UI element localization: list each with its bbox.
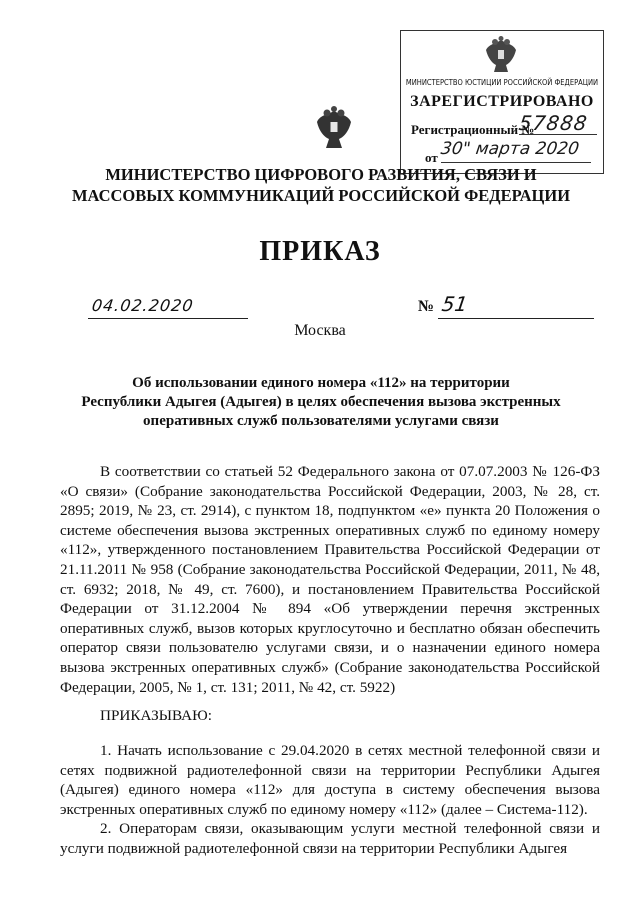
- order-items: [60, 741, 600, 859]
- coat-of-arms-icon: [314, 106, 354, 152]
- order-subject: [80, 374, 562, 431]
- preamble: [60, 462, 600, 697]
- city: Москва: [294, 322, 346, 339]
- stamp-ministry: МИНИСТЕРСТВО ЮСТИЦИИ РОССИЙСКОЙ ФЕДЕРАЦИИ: [405, 78, 599, 87]
- stamp-date: 30" марта 2020: [439, 139, 581, 159]
- order-date: 04.02.2020: [90, 296, 195, 315]
- registration-stamp: [400, 30, 604, 174]
- ministry-title-line1: МИНИСТЕРСТВО ЦИФРОВОГО РАЗВИТИЯ, СВЯЗИ И: [105, 165, 537, 184]
- order-item-2: 2. Операторам связи, оказывающим услуги местной телефонной связи и услуги подвижной радиотелефонной связи на территории Республики Адыгея: [60, 820, 600, 857]
- subject-line1: Об использовании единого номера «112» на территории: [132, 375, 510, 391]
- preamble-paragraph: В соответствии со статьей 52 Федерального закона от 07.07.2003 № 126-ФЗ «О связи» (Собрание законодательства Российской Федерации, 2003, № 28, ст. 2895; 2019, № 23, ст. 2914), с пунктом 18, подпунктом «е» пункта 20 Положения о системе обеспечения вызова экстренных оперативных служб по единому номеру «112», утвержденного постановлением Правительства Российской Федерации от 21.11.2011 № 958 (Собрание законодательства Российской Федерации, 2011, № 48, ст. 6932; 2018, № 49, ст. 7600), и постановлением Правительства Российской Федерации от 31.12.2004 № 894 «Об утверждении перечня экстренных оперативных служб, вызов которых круглосуточно и бесплатно обязан обеспечить оператор связи пользователю услугами связи, и о назначении единого номера вызова экстренных оперативных служб» (Собрание законодательства Российской Федерации, 2005, № 1, ст. 131; 2011, № 42, ст. 5922): [60, 463, 600, 696]
- order-number-label: №: [418, 298, 435, 315]
- ministry-title-line2: МАССОВЫХ КОММУНИКАЦИЙ РОССИЙСКОЙ ФЕДЕРАЦИИ: [71, 186, 571, 205]
- subject-line2: Республики Адыгея (Адыгея) в целях обеспечения вызова экстренных: [81, 394, 561, 410]
- document-type: ПРИКАЗ: [259, 236, 381, 267]
- stamp-reg-number-label: Регистрационный №: [411, 122, 535, 137]
- order-date-line: [88, 318, 248, 319]
- coat-of-arms-emblem: [483, 36, 519, 76]
- stamp-date-line: [441, 162, 591, 163]
- order-word: ПРИКАЗЫВАЮ:: [100, 707, 212, 724]
- stamp-date-label: от: [425, 150, 438, 165]
- stamp-reg-number: 57888: [517, 111, 590, 135]
- order-number: 51: [440, 292, 470, 316]
- order-item-1: 1. Начать использование с 29.04.2020 в сетях местной телефонной связи и сетях подвижной радиотелефонной связи на территории Республики Адыгея (Адыгея) единого номера «112» для доступа в систему обеспечения вызова экстренных оперативных служб по единому номеру «112» (далее – Система-112).: [60, 742, 600, 818]
- stamp-registered-label: ЗАРЕГИСТРИРОВАНО: [410, 93, 594, 110]
- subject-line3: оперативных служб пользователями услугами связи: [143, 413, 499, 429]
- order-number-line: [438, 318, 594, 319]
- stamp-reg-number-line: [519, 134, 597, 135]
- ministry-title: [60, 164, 582, 206]
